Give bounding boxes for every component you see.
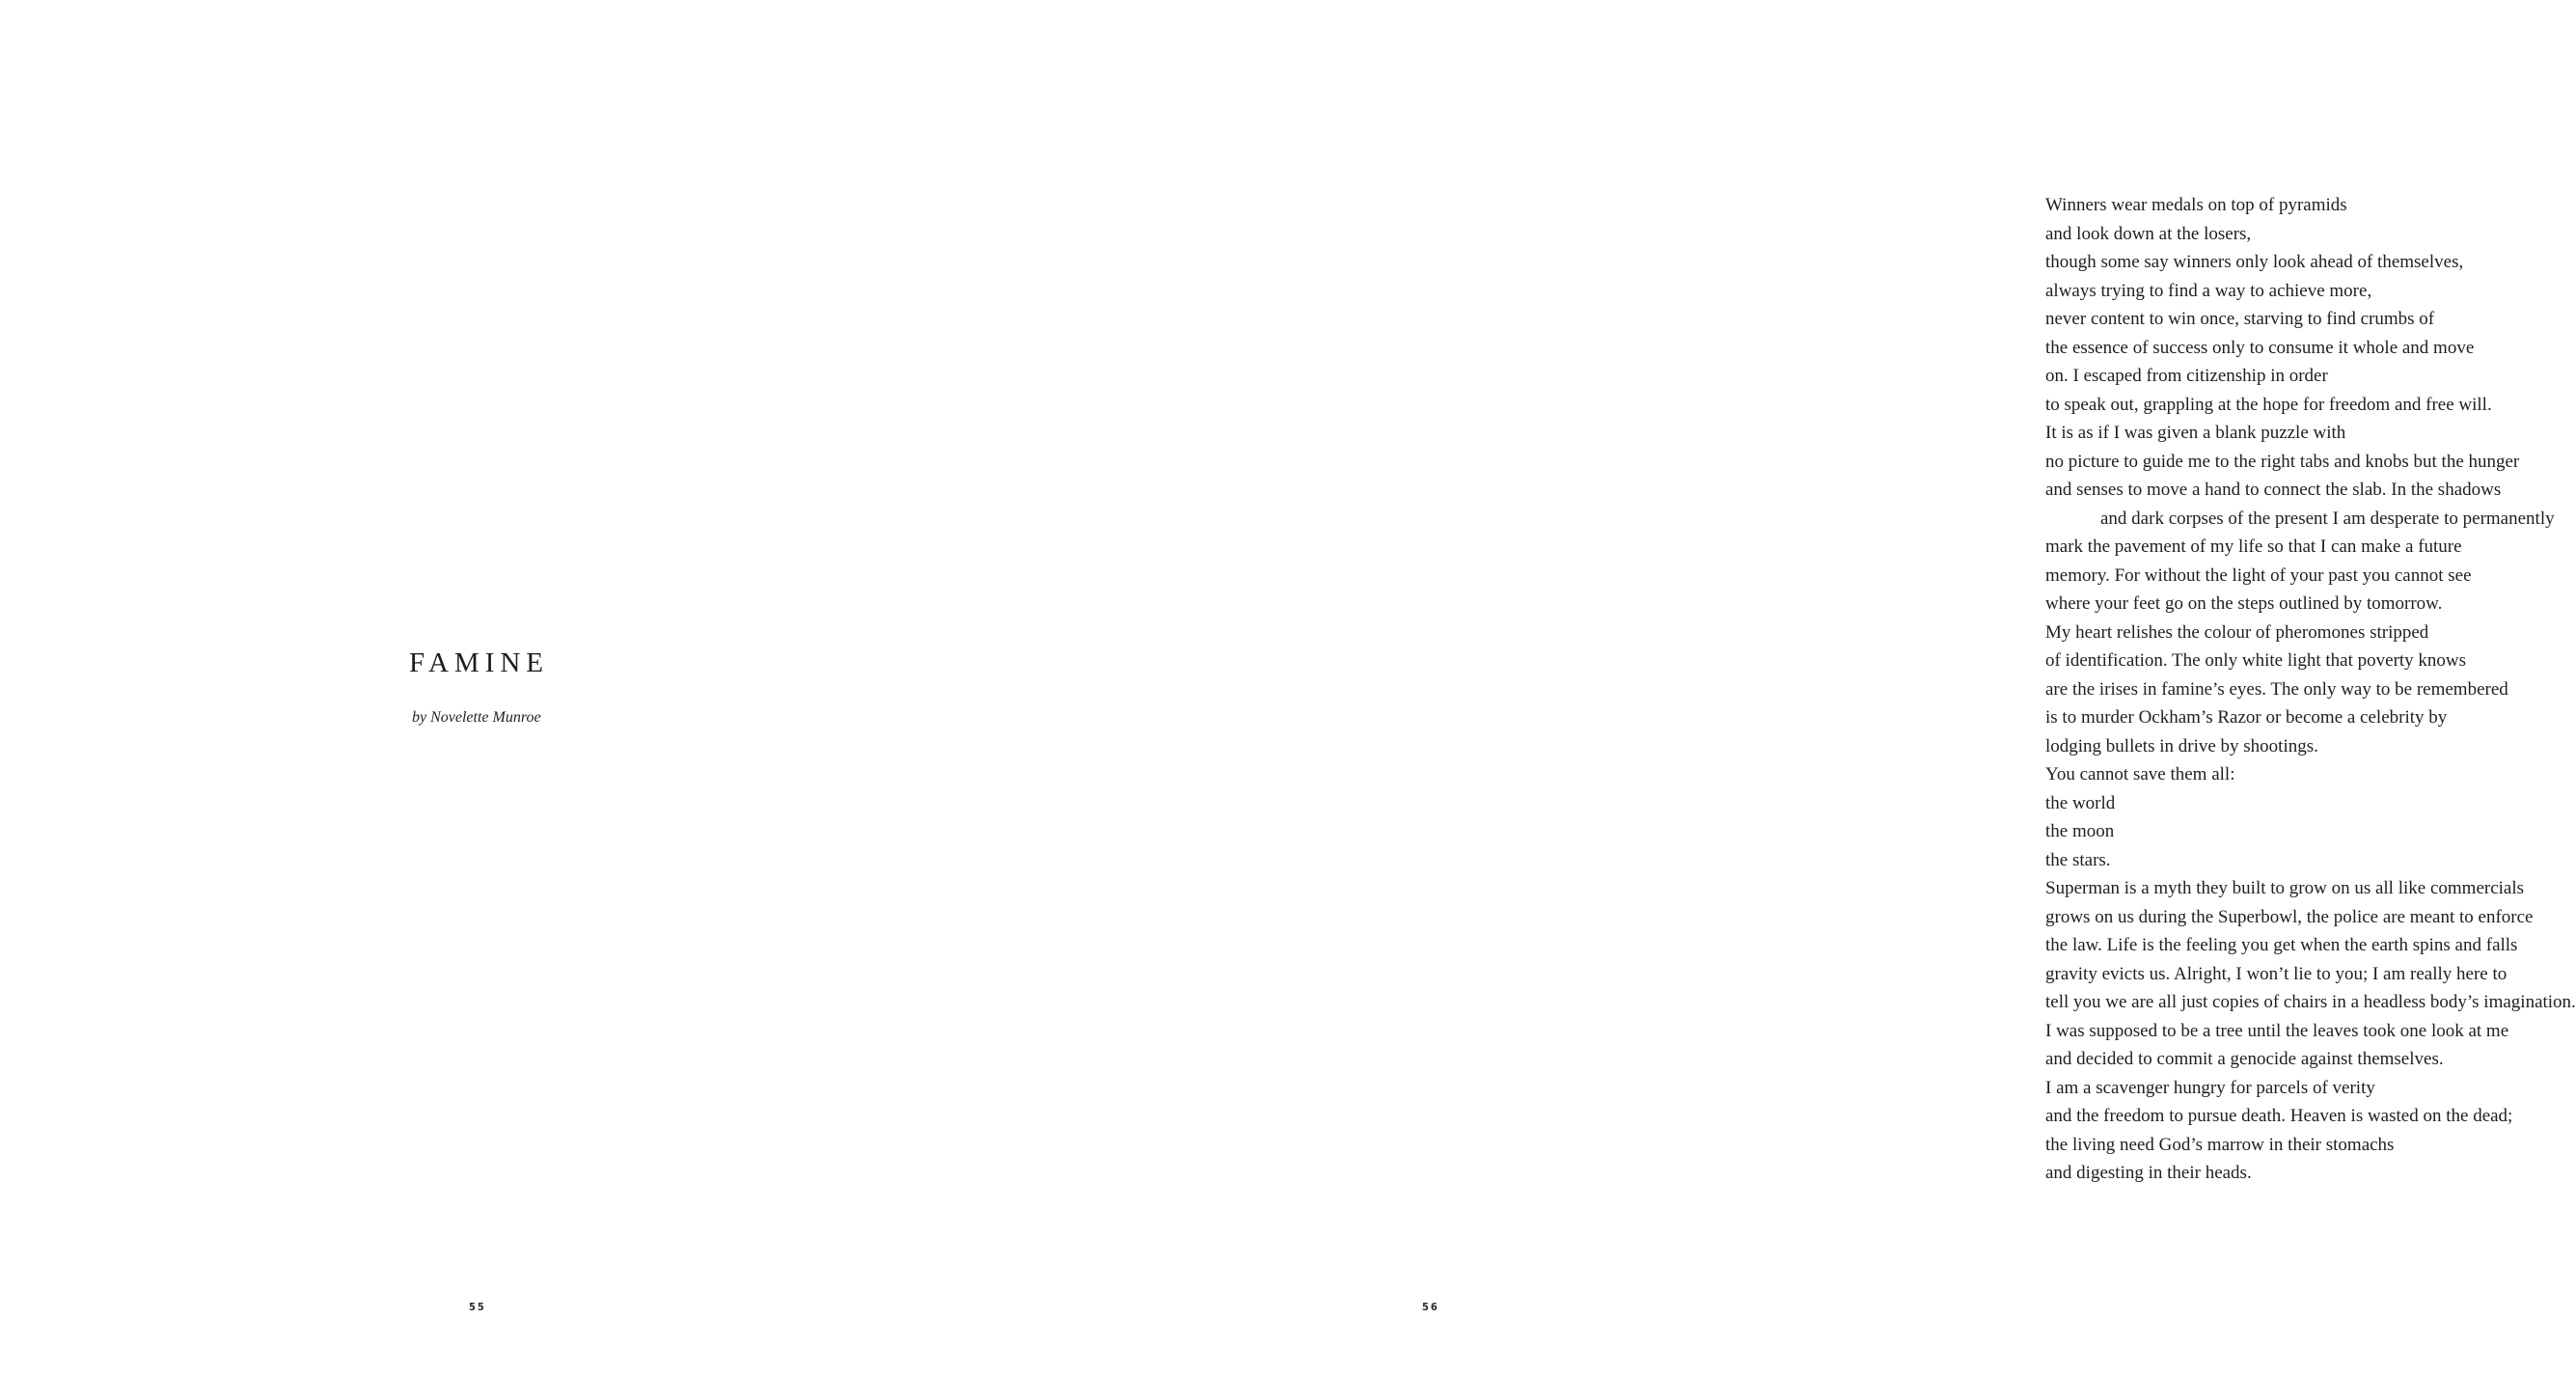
poem-line: where your feet go on the steps outlined by tomorrow.	[2045, 593, 2443, 614]
poem-line: of identification. The only white light that poverty knows	[2045, 650, 2467, 671]
poem-line: are the irises in famine’s eyes. The only way to be remembered	[2045, 678, 2508, 700]
poem-line: It is as if I was given a blank puzzle with	[2045, 423, 2346, 443]
poem-line: always trying to find a way to achieve more,	[2045, 280, 2372, 301]
poem-line: no picture to guide me to the right tabs and knobs but the hunger	[2045, 451, 2520, 472]
author-byline: by Novelette Munroe	[412, 709, 541, 726]
poem-line: My heart relishes the colour of pheromones stripped	[2045, 621, 2429, 643]
poem-line: the stars.	[2045, 849, 2111, 870]
poem-line: tell you we are all just copies of chairs in a headless body’s imagination.	[2045, 992, 2576, 1012]
poem-line: never content to win once, starving to find crumbs of	[2045, 309, 2435, 329]
poem-line: the living need God’s marrow in their stomachs	[2045, 1134, 2395, 1155]
poem-line: Superman is a myth they built to grow on us all like commercials	[2045, 878, 2525, 898]
poem-line: lodging bullets in drive by shootings.	[2045, 735, 2318, 756]
poem-line: and senses to move a hand to connect the slab. In the shadows	[2045, 480, 2502, 500]
page-number-right: 56	[1422, 1301, 1439, 1313]
poem-line: grows on us during the Superbowl, the police are meant to enforce	[2045, 906, 2534, 927]
poem-line: though some say winners only look ahead of themselves,	[2045, 252, 2464, 272]
poem-line: memory. For without the light of your past you cannot see	[2045, 564, 2472, 586]
poem-line: and decided to commit a genocide against themselves.	[2045, 1049, 2444, 1069]
poem-line: and digesting in their heads.	[2045, 1163, 2252, 1183]
poem-line: mark the pavement of my life so that I can make a future	[2045, 536, 2462, 557]
page-number-left: 55	[469, 1301, 486, 1313]
poem-line: is to murder Ockham’s Razor or become a celebrity by	[2045, 707, 2448, 728]
poem-line: the world	[2045, 792, 2116, 813]
poem-line: Winners wear medals on top of pyramids	[2045, 195, 2347, 215]
poem-line: I was supposed to be a tree until the leaves took one look at me	[2045, 1020, 2509, 1041]
poem-line: and look down at the losers,	[2045, 223, 2252, 244]
right-page	[942, 0, 2576, 1375]
poem-line: to speak out, grappling at the hope for freedom and free will.	[2045, 394, 2492, 415]
poem-line: gravity evicts us. Alright, I won’t lie to you; I am really here to	[2045, 963, 2507, 984]
left-page	[0, 0, 941, 1375]
poem-line: on. I escaped from citizenship in order	[2045, 366, 2328, 386]
poem-line: You cannot save them all:	[2045, 764, 2235, 784]
poem-title: FAMINE	[409, 647, 550, 678]
poem-line: the moon	[2045, 821, 2115, 841]
poem-line: and the freedom to pursue death. Heaven is wasted on the dead;	[2045, 1106, 2513, 1126]
poem-line: the essence of success only to consume it whole and move	[2045, 337, 2475, 358]
poem-line-indented: and dark corpses of the present I am desperate to permanently	[2100, 508, 2555, 529]
poem-line: I am a scavenger hungry for parcels of verity	[2045, 1077, 2375, 1098]
poem-body	[2045, 191, 2576, 1188]
poem-line: the law. Life is the feeling you get when the earth spins and falls	[2045, 935, 2518, 955]
